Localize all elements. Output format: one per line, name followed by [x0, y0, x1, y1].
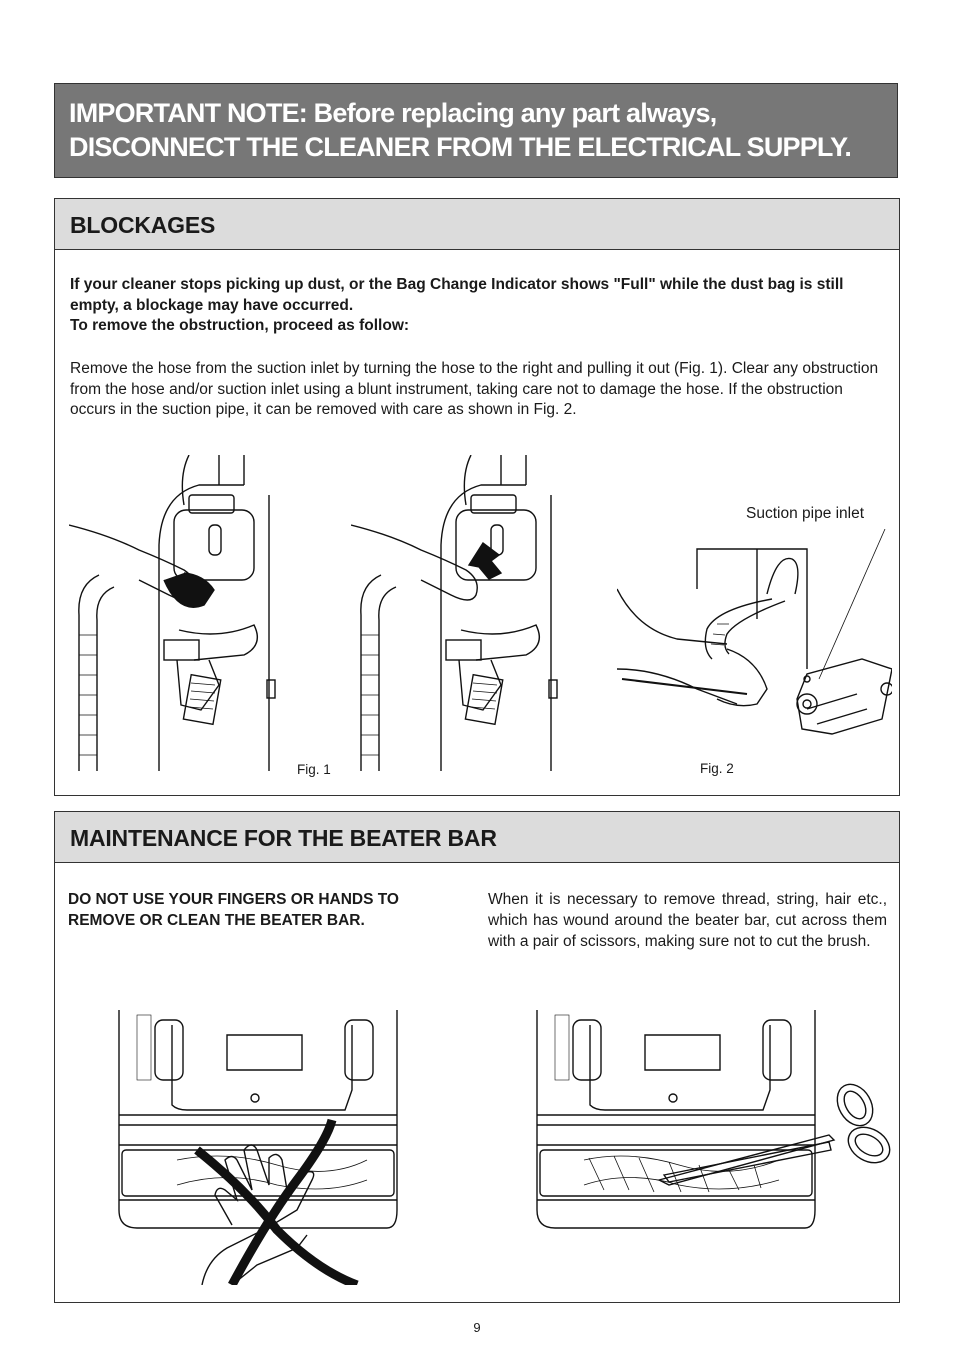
hose-removal-illustration-2 — [351, 455, 581, 771]
banner-line-2: DISCONNECT THE CLEANER FROM THE ELECTRICAL SUPPLY. — [69, 132, 852, 162]
hand-crossed-out-illustration — [107, 1010, 407, 1285]
beater-bar-instructions: When it is necessary to remove thread, string, hair etc., which has wound around the beater bar, cut across them with a pair of scissors, making sure not to cut the brush. — [488, 891, 887, 950]
scissors-cutting-illustration — [529, 1010, 891, 1285]
blockages-section — [54, 198, 900, 796]
beater-bar-heading: MAINTENANCE FOR THE BEATER BAR — [55, 812, 899, 863]
fig-2-label: Fig. 2 — [700, 761, 734, 776]
important-note-banner — [54, 83, 898, 178]
blockages-intro — [70, 275, 890, 337]
blockages-body: Remove the hose from the suction inlet by turning the hose to the right and pulling it out (Fig. 1). Clear any obstruction from the hose and/or suction inlet using a blunt instrument, taking care not to damage the hose. If the obstruction occurs in the suction pipe, it can be removed with care as shown in Fig. 2. — [70, 360, 879, 418]
hose-removal-illustration-1 — [69, 455, 299, 771]
beater-bar-section — [54, 811, 900, 1303]
blockages-intro-line-1: If your cleaner stops picking up dust, or the Bag Change Indicator shows "Full" while the dust bag is still empty, a blockage may have occurred. — [70, 276, 844, 314]
beater-bar-warning: DO NOT USE YOUR FINGERS OR HANDS TO REMOVE OR CLEAN THE BEATER BAR. — [68, 891, 399, 929]
banner-line-1: IMPORTANT NOTE: Before replacing any part always, — [69, 98, 717, 128]
page-number: 9 — [473, 1320, 481, 1335]
suction-pipe-inlet-callout: Suction pipe inlet — [746, 505, 865, 522]
suction-pipe-illustration — [617, 529, 892, 769]
blockages-heading: BLOCKAGES — [55, 199, 899, 250]
blockages-intro-line-2: To remove the obstruction, proceed as follow: — [70, 317, 410, 334]
fig-1-label: Fig. 1 — [297, 762, 331, 777]
